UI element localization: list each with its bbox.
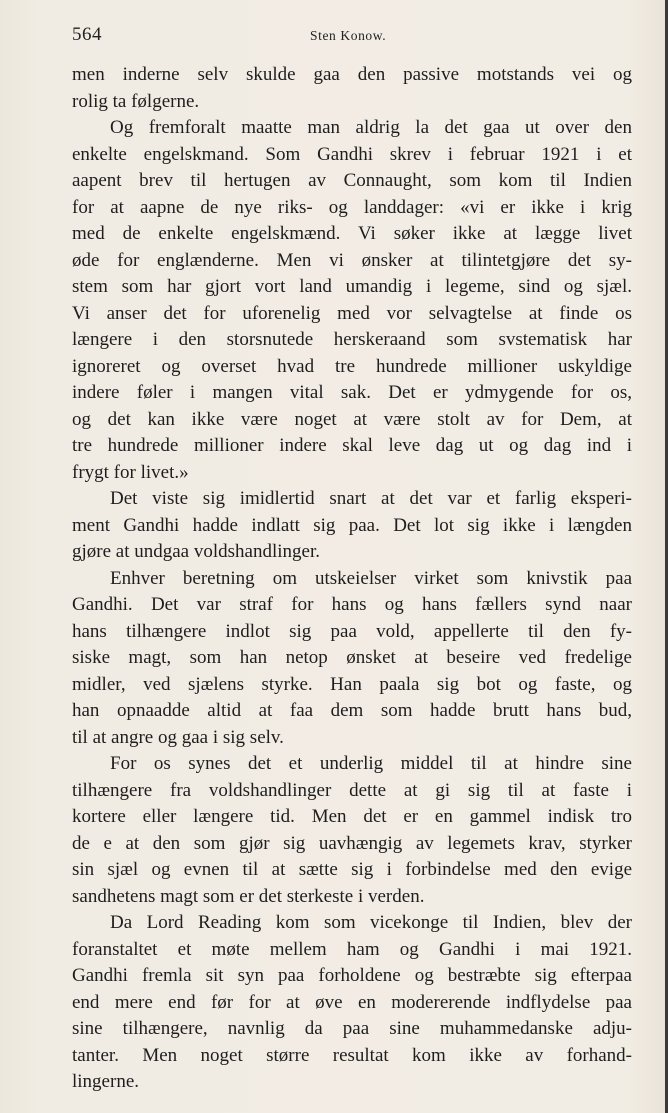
text-line: Gandhi. Det var straf for hans og hans fællers synd naar bbox=[72, 594, 632, 615]
text-line: For os synes det et underlig middel til at hindre sine bbox=[110, 753, 632, 774]
text-line: aapent brev til hertugen av Connaught, som kom til Indien bbox=[72, 170, 632, 191]
running-head: Sten Konow. bbox=[310, 28, 387, 43]
text-line: tilhængere fra voldshandlinger dette at gi sig til at faste i bbox=[72, 779, 632, 801]
text-line: og det kan ikke være noget at være stolt av for Dem, at bbox=[72, 408, 632, 430]
text-line: stem som har gjort vort land umandig i legeme, sind og sjæl. bbox=[72, 276, 632, 297]
text-line: lingerne. bbox=[72, 1071, 140, 1092]
text-line: længere i den storsnutede herskeraand som svstematisk har bbox=[72, 329, 632, 350]
text-line: ignoreret og overset hvad tre hundrede millioner uskyldige bbox=[72, 355, 632, 377]
text-line: hans tilhængere indlot sig paa vold, appellerte til den fy- bbox=[72, 620, 632, 642]
page-header bbox=[72, 24, 632, 50]
text-line: Vi anser det for uforenelig med vor selvagtelse at finde os bbox=[72, 302, 632, 324]
text-line: Gandhi fremla sit syn paa forholdene og bestræbte sig efterpaa bbox=[72, 965, 632, 986]
text-line: gjøre at undgaa voldshandlinger. bbox=[72, 541, 320, 562]
text-line: øde for englænderne. Men vi ønsker at tilintetgjøre det sy- bbox=[72, 249, 632, 271]
text-line: indere føler i mangen vital sak. Det er ydmygende for os, bbox=[72, 382, 632, 403]
text-line: enkelte engelskmand. Som Gandhi skrev i februar 1921 i et bbox=[72, 143, 632, 165]
body-text bbox=[72, 62, 632, 1096]
text-line: rolig ta følgerne. bbox=[72, 90, 200, 112]
text-line: kortere eller længere tid. Men det er en gammel indisk tro bbox=[72, 806, 632, 827]
text-line: men inderne selv skulde gaa den passive motstands vei og bbox=[72, 64, 632, 85]
text-line: sin sjæl og evnen til at sætte sig i forbindelse med den evige bbox=[72, 859, 632, 880]
text-line: sine tilhængere, navnlig da paa sine muhammedanske adju- bbox=[72, 1018, 632, 1039]
text-line: Enhver beretning om utskeielser virket som knivstik paa bbox=[110, 567, 632, 589]
text-line: midler, ved sjælens styrke. Han paala sig bot og faste, og bbox=[72, 673, 632, 695]
text-line: sandhetens magt som er det sterkeste i verden. bbox=[72, 885, 425, 907]
text-line: han opnaadde altid at faa dem som hadde brutt hans bud, bbox=[72, 700, 632, 721]
text-line: Det viste sig imidlertid snart at det var et farlig eksperi- bbox=[110, 488, 632, 509]
text-line: tanter. Men noget større resultat kom ikke av forhand- bbox=[72, 1044, 632, 1066]
text-line: Da Lord Reading kom som vicekonge til Indien, blev der bbox=[110, 912, 632, 933]
text-line: tre hundrede millioner indere skal leve dag ut og dag ind i bbox=[72, 435, 632, 456]
text-line: for at aapne de nye riks- og landdager: «vi er ikke i krig bbox=[72, 196, 632, 218]
text-line: med de enkelte engelskmænd. Vi søker ikke at lægge livet bbox=[72, 223, 632, 244]
text-line: de e at den som gjør sig uavhængig av legemets krav, styrker bbox=[72, 832, 632, 854]
text-line: siske magt, som han netop ønsket at beseire ved fredelige bbox=[72, 647, 632, 668]
text-line: foranstaltet et møte mellem ham og Gandhi i mai 1921. bbox=[72, 938, 632, 960]
text-line: Og fremforalt maatte man aldrig la det gaa ut over den bbox=[110, 117, 632, 138]
text-line: frygt for livet.» bbox=[72, 461, 189, 483]
text-line: til at angre og gaa i sig selv. bbox=[72, 726, 284, 748]
text-line: end mere end før for at øve en modererende indflydelse paa bbox=[72, 991, 632, 1013]
text-line: ment Gandhi hadde indlatt sig paa. Det lot sig ikke i længden bbox=[72, 514, 632, 536]
page-number: 564 bbox=[72, 24, 102, 45]
